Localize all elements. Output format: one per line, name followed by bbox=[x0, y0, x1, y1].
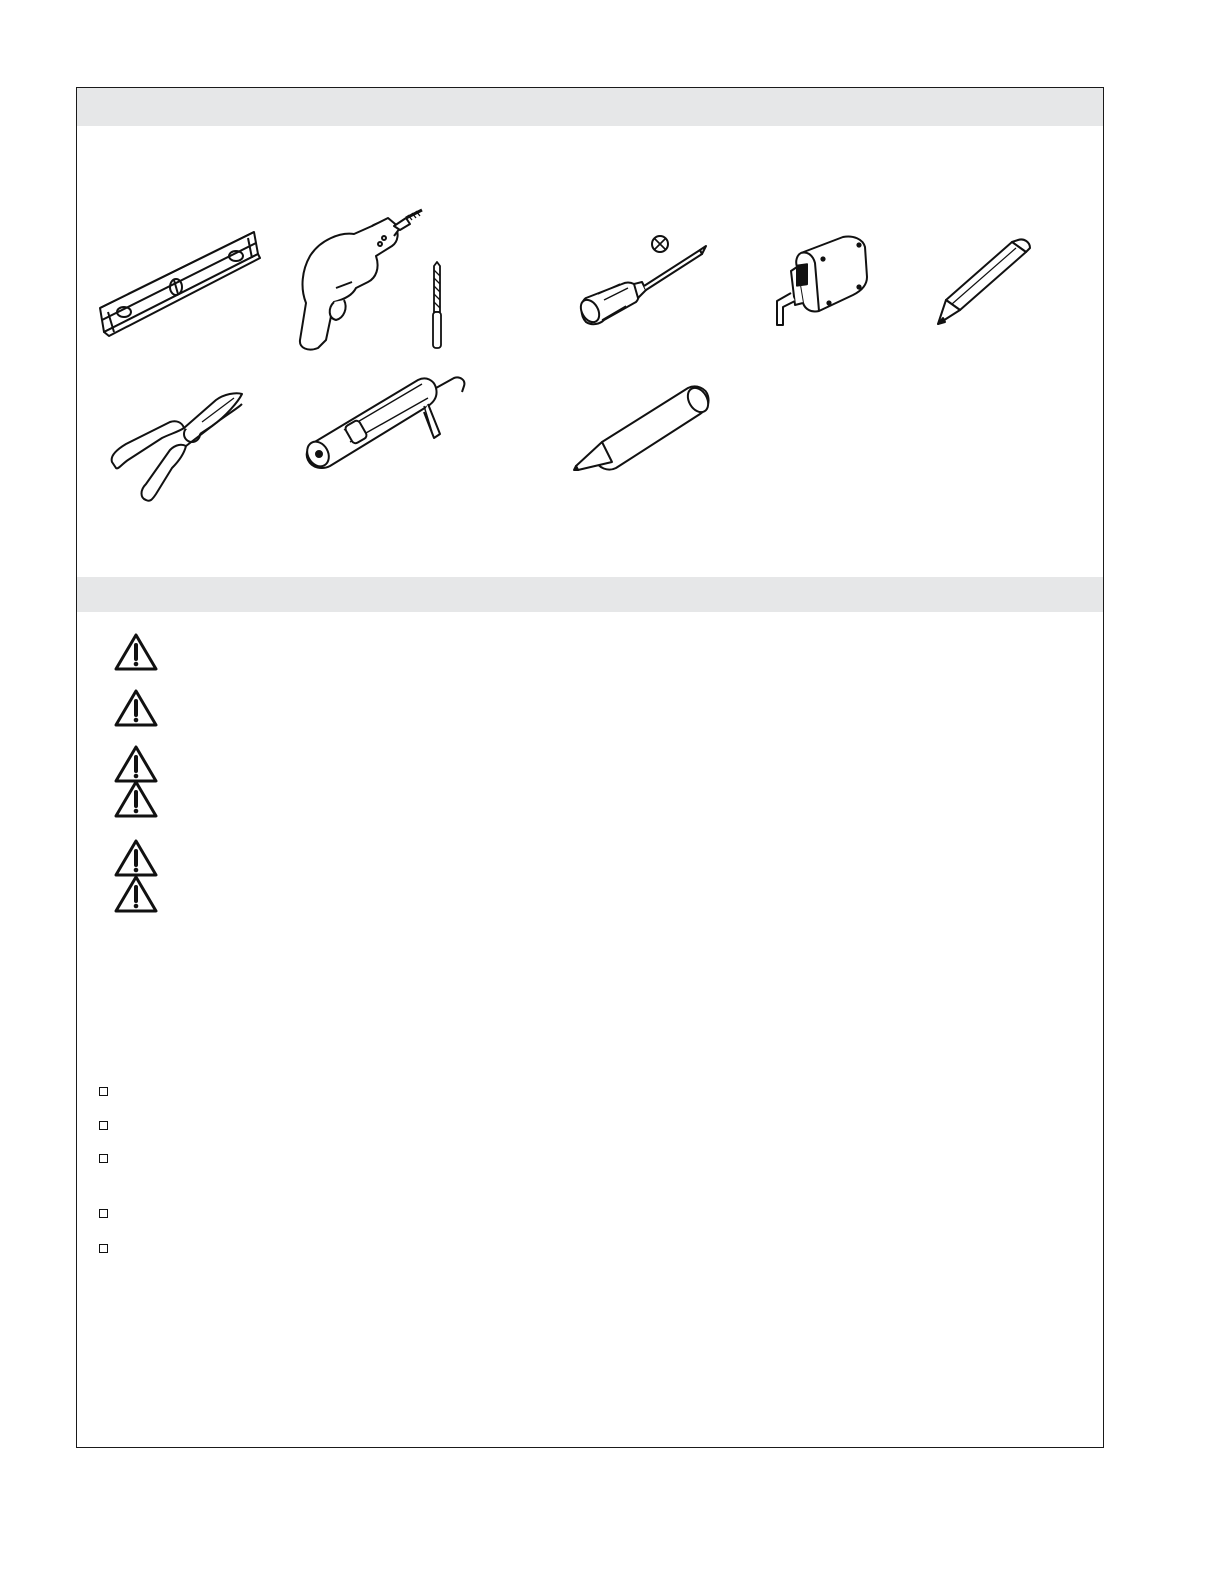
caulk-tube-icon bbox=[572, 382, 712, 472]
warning-triangle-icon bbox=[114, 839, 158, 877]
checkbox-icon[interactable] bbox=[99, 1154, 108, 1163]
checkbox-icon[interactable] bbox=[99, 1244, 108, 1253]
pencil-icon bbox=[936, 236, 1036, 328]
warning-triangle-icon bbox=[114, 875, 158, 913]
drill-icon bbox=[296, 208, 426, 353]
checkbox-icon[interactable] bbox=[99, 1121, 108, 1130]
checkbox-icon[interactable] bbox=[99, 1209, 108, 1218]
warning-triangle-icon bbox=[114, 689, 158, 727]
checkbox-icon[interactable] bbox=[99, 1087, 108, 1096]
level-icon bbox=[98, 228, 258, 343]
warning-triangle-icon bbox=[114, 745, 158, 783]
warning-triangle-icon bbox=[114, 780, 158, 818]
warning-triangle-icon bbox=[114, 633, 158, 671]
caulk-gun-icon bbox=[304, 370, 474, 475]
phillips-screwdriver-icon bbox=[578, 236, 708, 328]
drill-bit-icon bbox=[429, 262, 445, 352]
tape-measure-icon bbox=[773, 233, 873, 333]
side-cutter-pliers-icon bbox=[106, 386, 246, 506]
